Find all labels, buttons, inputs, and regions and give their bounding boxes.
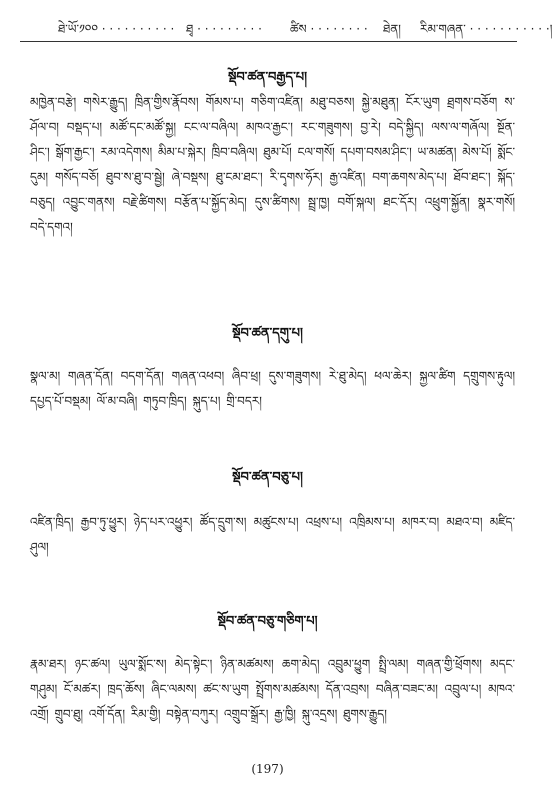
section-heading-11: སྡོབ་ཚན་བཅུ་གཅིག་པ། xyxy=(217,614,318,629)
header-rule xyxy=(20,41,517,42)
header-mid-3: ཐེན། xyxy=(383,22,401,36)
running-header xyxy=(58,12,552,36)
section-body-11: རྣམ་ཐར། ཉང་ཚལ། ཡུལ་སྨོང་ས། མེད་སྟེང་། ཉིན་མཚམས། ཆག་མེད། འབྲུམ་ཕྱུག སྤྲི་ལམ། གཞན་གྱི་ཕྲོགས། མདང་གཤུམ། ངོ་མཚར། ཁྲད་ཆོས། ཞིང་ལམས། ཚང་ས་ཡུག སྤྲོགས་མཚམས། དོན་འབྲས། བཞིན་བཟང་མ། འབྲུལ་པ། མཁའ་འགྲོ། གྲུབ་ཐུ། འགོ་དོན། རིམ་གྱི། བསྟེན་བཀུར། འགྲུབ་སྒྲོར། རྒྱ་ཁྱི། སྐུ་འདྲས། ཐུགས་རྒྱུད། xyxy=(30,657,515,721)
section-body-8: མཁྱེན་བརྩེ། གསེར་རྒྱུད། ཁྲིན་གྱིས་རྣོབས། གོམས་པ། གཅིག་འཛིན། མཐུ་བཅས། སྐྱེ་མཐུན། ངོར་ཡུག ཐྲགས་བཅོག ས་ཤོལ་བ། བསྡད་པ། མཚོ་དང་མཚོ་སྐྱ། ངང་ལ་བཞིལ། མཁའ་རྒྱང་། རང་གཟུགས། བྱ་རེ། བདེ་སྐྱིད། ལས་ལ་གཞོལ། སྔོན་ཤིང་། སྒོག་རྒྱང་། རམ་འདེགས། མིམ་པ་སྐེར། ཁྲིབ་བཞིལ། ཐུམ་པོ། ངལ་གསོ། དཔག་བསམ་ཤིང་། ཡ་མཚན། མེས་པོ། སྨོང་དུམ། གསོད་བཅོ། ཐུབ་ས་ཐུ་བ་སྦྱེ། ཞེ་བསྡས། ཐུ་ངམ་ཐང་། རི་དྭགས་ཧོར། རྒྱ་འཛིན། བག་ཆགས་མེད་པ། ཐོབ་ཐང་། སྐོད་བཅུད། འབྱུང་གནས། བརྗེ་ཚིགས། བརྩོན་པ་སྐྱོད་མེད། དུས་ཚིགས། སྦྲ་ཁྱ། བགོ་སྐལ། ཐང་དོར། འཕྲུག་སྐྱོན། སྣར་གསོ། བདེ་དགའ། xyxy=(30,95,515,234)
section-heading-9: སྡོབ་ཚན་དགུ་པ། xyxy=(232,326,303,341)
header-left: ཐེ་ཡོ་༡༠༠ · · · · · · · · · · xyxy=(58,22,175,36)
header-mid-1: ཐྭ · · · · · · · · · xyxy=(186,22,262,36)
section-heading-10: སྡོབ་ཚན་བཅུ་པ། xyxy=(232,470,303,485)
section-body-10: འཛིན་ཁྲིད། རྒྱབ་ཏུ་ཕྱུར། ཉེད་པར་འཕྱུར། ཚོད་དྲུག་ས། མཚུངས་པ། འཕྲས་པ། འཁྲིམས་པ། མཁར་བ། མཐའ་བ། མཛིད་ཤུལ། xyxy=(30,515,515,554)
section-body-9: སྣལ་མ། གཞན་དོན། བདག་དོན། གཞན་འཕབ། ཞིབ་ཕྲ། དུས་གཟུགས། རེ་ཐུ་མེད། ཕལ་ཆེར། སྐྱལ་ཚིག དགྲུགས་རྟུལ། དཔྱད་པོ་བསྡམ། ལོ་མ་བཞི། གཏུབ་ཁྲིད། སྐུད་པ། གྲི་བདར། xyxy=(30,369,515,408)
section-heading-8: སྡོབ་ཚན་བརྒྱད་པ། xyxy=(227,70,308,85)
header-right: རིམ་གཞན་ · · · · · · · · · · ·། xyxy=(420,22,552,36)
header-mid-2: ཚིས · · · · · · · · xyxy=(290,22,368,36)
page-number: (197) xyxy=(251,762,284,776)
